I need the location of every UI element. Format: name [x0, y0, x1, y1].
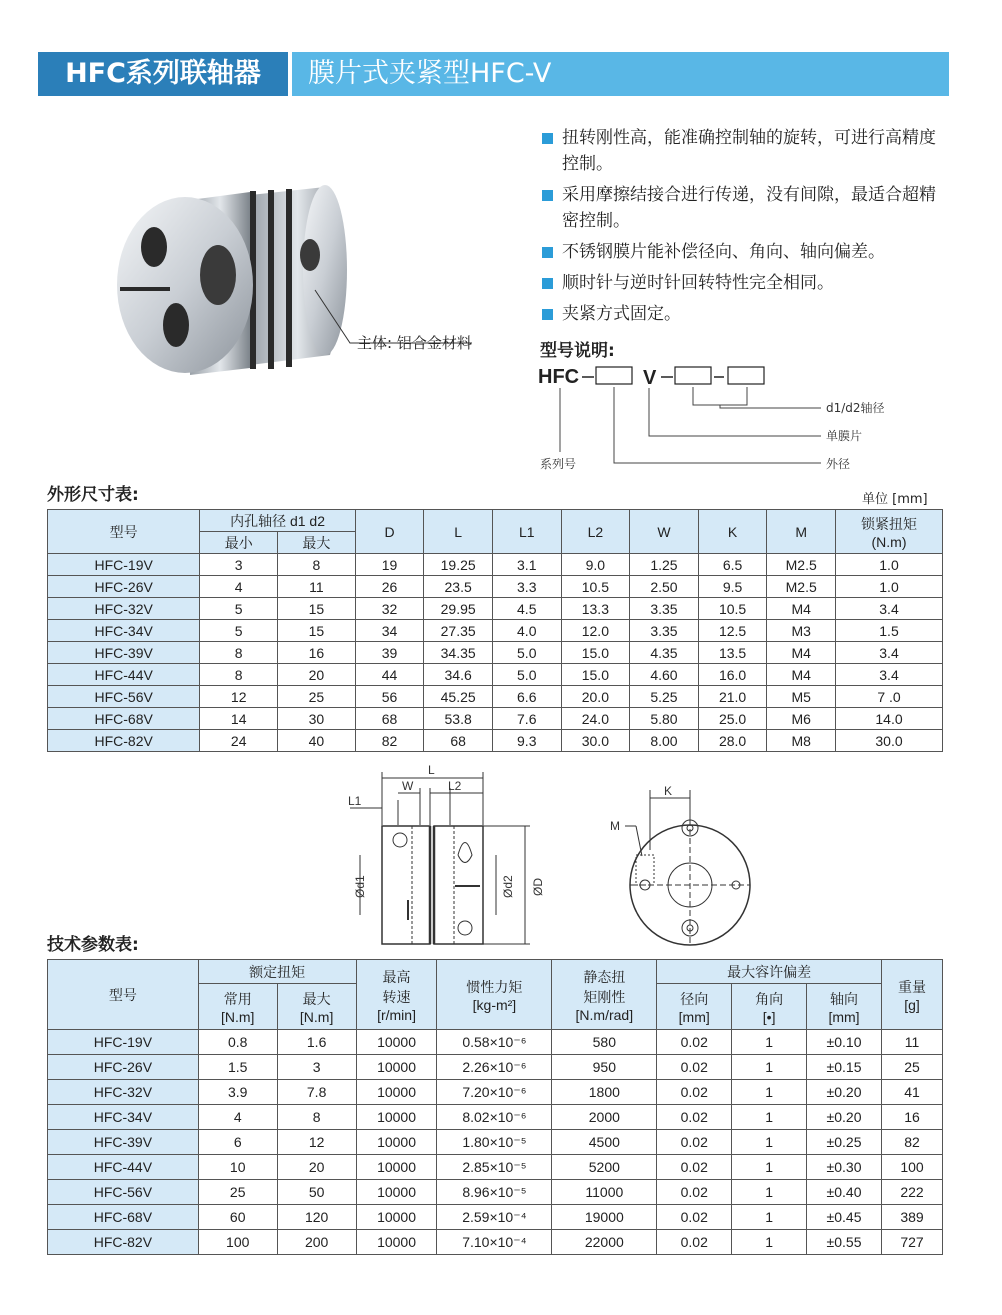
unit-label: 单位 [mm] [862, 492, 928, 507]
value-cell: M5 [767, 686, 836, 708]
value-cell: 1 [732, 1130, 807, 1155]
model-cell: HFC-26V [48, 1055, 199, 1080]
feature-item: 顺时针与逆时针回转特性完全相同。 [540, 270, 950, 296]
label-single-diaphragm: 单膜片 [826, 429, 863, 443]
model-cell: HFC-39V [48, 642, 200, 664]
value-cell: 4.60 [630, 664, 699, 686]
col-bore: 内孔轴径 d1 d2 [200, 510, 355, 532]
col-D: D [355, 510, 424, 554]
value-cell: 60 [198, 1205, 277, 1230]
value-cell: ±0.55 [807, 1230, 882, 1255]
value-cell: 1800 [552, 1080, 657, 1105]
value-cell: 24 [200, 730, 278, 752]
value-cell: 1 [732, 1205, 807, 1230]
value-cell: 4.35 [630, 642, 699, 664]
value-cell: 7.10×10⁻⁴ [437, 1230, 552, 1255]
value-cell: ±0.20 [807, 1105, 882, 1130]
value-cell: 14.0 [836, 708, 943, 730]
value-cell: 1.80×10⁻⁵ [437, 1130, 552, 1155]
value-cell: 10000 [356, 1055, 437, 1080]
table-row [48, 1105, 943, 1130]
model-cell: HFC-82V [48, 730, 200, 752]
value-cell: 15.0 [561, 664, 630, 686]
value-cell: 12.5 [698, 620, 767, 642]
dimension-table-title: 外形尺寸表: [47, 485, 139, 505]
value-cell: 389 [881, 1205, 942, 1230]
feature-item: 夹紧方式固定。 [540, 301, 950, 327]
value-cell: 0.02 [657, 1055, 732, 1080]
value-cell: 10000 [356, 1080, 437, 1105]
col-M: M [767, 510, 836, 554]
value-cell: 15 [278, 598, 356, 620]
value-cell: 8.96×10⁻⁵ [437, 1180, 552, 1205]
value-cell: 34.6 [424, 664, 493, 686]
value-cell: 1 [732, 1155, 807, 1180]
value-cell: 4 [198, 1105, 277, 1130]
value-cell: 0.02 [657, 1230, 732, 1255]
value-cell: 0.02 [657, 1130, 732, 1155]
value-cell: 44 [355, 664, 424, 686]
value-cell: 0.02 [657, 1030, 732, 1055]
value-cell: ±0.45 [807, 1205, 882, 1230]
model-cell: HFC-19V [48, 554, 200, 576]
value-cell: 15 [278, 620, 356, 642]
series-title: HFC系列联轴器 [38, 52, 288, 96]
value-cell: 9.5 [698, 576, 767, 598]
value-cell: 10000 [356, 1205, 437, 1230]
label-outer-diameter: 外径 [826, 457, 851, 471]
value-cell: 2.59×10⁻⁴ [437, 1205, 552, 1230]
value-cell: 8 [277, 1105, 356, 1130]
value-cell: 41 [881, 1080, 942, 1105]
value-cell: M8 [767, 730, 836, 752]
feature-list [540, 125, 950, 332]
value-cell: 4500 [552, 1130, 657, 1155]
col-model: 型号 [48, 510, 200, 554]
value-cell: M2.5 [767, 576, 836, 598]
dim-D: ØD [531, 878, 545, 896]
model-cell: HFC-26V [48, 576, 200, 598]
value-cell: 8 [200, 664, 278, 686]
value-cell: 5.0 [492, 664, 561, 686]
model-cell: HFC-32V [48, 1080, 199, 1105]
model-cell: HFC-56V [48, 686, 200, 708]
value-cell: 4.5 [492, 598, 561, 620]
value-cell: 8 [200, 642, 278, 664]
model-cell: HFC-19V [48, 1030, 199, 1055]
table-row [48, 708, 943, 730]
value-cell: 4.0 [492, 620, 561, 642]
tech-table-title: 技术参数表: [47, 935, 139, 955]
value-cell: 2.26×10⁻⁶ [437, 1055, 552, 1080]
value-cell: M4 [767, 642, 836, 664]
value-cell: ±0.20 [807, 1080, 882, 1105]
value-cell: 25.0 [698, 708, 767, 730]
value-cell: 53.8 [424, 708, 493, 730]
value-cell: M3 [767, 620, 836, 642]
value-cell: ±0.40 [807, 1180, 882, 1205]
value-cell: 32 [355, 598, 424, 620]
model-code-diagram [536, 360, 936, 475]
value-cell: 11 [881, 1030, 942, 1055]
table-row [48, 1055, 943, 1080]
value-cell: 10.5 [561, 576, 630, 598]
value-cell: 16.0 [698, 664, 767, 686]
value-cell: 19 [355, 554, 424, 576]
value-cell: 11000 [552, 1180, 657, 1205]
col-model: 型号 [48, 960, 199, 1030]
value-cell: 20 [278, 664, 356, 686]
value-cell: 5 [200, 620, 278, 642]
value-cell: 12.0 [561, 620, 630, 642]
value-cell: 6.6 [492, 686, 561, 708]
col-weight: 重量 [g] [881, 960, 942, 1030]
value-cell: 12 [277, 1130, 356, 1155]
table-row [48, 642, 943, 664]
value-cell: 1 [732, 1230, 807, 1255]
value-cell: 26 [355, 576, 424, 598]
col-L2: L2 [561, 510, 630, 554]
value-cell: 3 [200, 554, 278, 576]
table-row [48, 1155, 943, 1180]
col-rated-torque: 额定扭矩 [198, 960, 356, 984]
value-cell: 68 [424, 730, 493, 752]
value-cell: 9.0 [561, 554, 630, 576]
model-cell: HFC-34V [48, 620, 200, 642]
model-cell: HFC-44V [48, 1155, 199, 1180]
col-radial: 径向 [mm] [657, 984, 732, 1030]
tech-table [47, 959, 943, 1255]
material-label: 主体: 铝合金材料 [357, 334, 472, 352]
value-cell: 7.8 [277, 1080, 356, 1105]
col-axial: 轴向 [mm] [807, 984, 882, 1030]
value-cell: 1.25 [630, 554, 699, 576]
table-row [48, 1180, 943, 1205]
dim-d1: Ød1 [353, 875, 367, 898]
table-row [48, 598, 943, 620]
value-cell: 19000 [552, 1205, 657, 1230]
table-row [48, 686, 943, 708]
value-cell: 9.3 [492, 730, 561, 752]
value-cell: 3.35 [630, 620, 699, 642]
table-row [48, 1230, 943, 1255]
value-cell: 10000 [356, 1105, 437, 1130]
col-normal: 常用 [N.m] [198, 984, 277, 1030]
model-cell: HFC-39V [48, 1130, 199, 1155]
model-cell: HFC-82V [48, 1230, 199, 1255]
col-W: W [630, 510, 699, 554]
value-cell: 30.0 [836, 730, 943, 752]
dim-W: W [402, 779, 414, 793]
model-cell: HFC-68V [48, 1205, 199, 1230]
value-cell: 3.4 [836, 598, 943, 620]
value-cell: 2000 [552, 1105, 657, 1130]
value-cell: 5.0 [492, 642, 561, 664]
dim-M: M [610, 819, 620, 833]
value-cell: 15.0 [561, 642, 630, 664]
value-cell: 29.95 [424, 598, 493, 620]
value-cell: 10000 [356, 1130, 437, 1155]
value-cell: 4 [200, 576, 278, 598]
value-cell: 39 [355, 642, 424, 664]
col-max: 最大 [N.m] [277, 984, 356, 1030]
table-row [48, 576, 943, 598]
value-cell: 1 [732, 1080, 807, 1105]
value-cell: 222 [881, 1180, 942, 1205]
value-cell: 82 [355, 730, 424, 752]
value-cell: 7.20×10⁻⁶ [437, 1080, 552, 1105]
value-cell: 1 [732, 1180, 807, 1205]
feature-item: 不锈钢膜片能补偿径向、角向、轴向偏差。 [540, 239, 950, 265]
value-cell: 950 [552, 1055, 657, 1080]
value-cell: 68 [355, 708, 424, 730]
value-cell: 27.35 [424, 620, 493, 642]
value-cell: 12 [200, 686, 278, 708]
value-cell: 200 [277, 1230, 356, 1255]
value-cell: 120 [277, 1205, 356, 1230]
bullet-square-icon [542, 278, 553, 289]
value-cell: M2.5 [767, 554, 836, 576]
value-cell: 5.25 [630, 686, 699, 708]
value-cell: 8 [278, 554, 356, 576]
model-prefix: HFC [538, 366, 580, 388]
value-cell: 25 [278, 686, 356, 708]
value-cell: 100 [881, 1155, 942, 1180]
value-cell: 24.0 [561, 708, 630, 730]
value-cell: 2.50 [630, 576, 699, 598]
value-cell: 1.5 [198, 1055, 277, 1080]
value-cell: 1.5 [836, 620, 943, 642]
table-row [48, 620, 943, 642]
col-K: K [698, 510, 767, 554]
value-cell: 10 [198, 1155, 277, 1180]
value-cell: 50 [277, 1180, 356, 1205]
dim-L: L [428, 763, 435, 777]
value-cell: 82 [881, 1130, 942, 1155]
value-cell: 10000 [356, 1230, 437, 1255]
value-cell: 34.35 [424, 642, 493, 664]
value-cell: 727 [881, 1230, 942, 1255]
value-cell: 5200 [552, 1155, 657, 1180]
product-title: 膜片式夹紧型HFC-V [292, 52, 949, 96]
value-cell: 580 [552, 1030, 657, 1055]
value-cell: 28.0 [698, 730, 767, 752]
value-cell: ±0.25 [807, 1130, 882, 1155]
value-cell: 1 [732, 1055, 807, 1080]
value-cell: 21.0 [698, 686, 767, 708]
dimension-table [47, 509, 943, 752]
feature-item: 采用摩擦结接合进行传递，没有间隙，最适合超精密控制。 [540, 182, 950, 234]
value-cell: 16 [278, 642, 356, 664]
value-cell: 13.3 [561, 598, 630, 620]
value-cell: 13.5 [698, 642, 767, 664]
value-cell: 0.02 [657, 1155, 732, 1180]
value-cell: M6 [767, 708, 836, 730]
value-cell: 3 [277, 1055, 356, 1080]
value-cell: 25 [198, 1180, 277, 1205]
table-row [48, 1030, 943, 1055]
model-cell: HFC-68V [48, 708, 200, 730]
value-cell: 14 [200, 708, 278, 730]
value-cell: 3.35 [630, 598, 699, 620]
value-cell: ±0.15 [807, 1055, 882, 1080]
value-cell: 16 [881, 1105, 942, 1130]
value-cell: M4 [767, 598, 836, 620]
value-cell: 10000 [356, 1180, 437, 1205]
value-cell: 1.0 [836, 576, 943, 598]
model-explanation-title: 型号说明: [540, 341, 615, 361]
side-view-drawing [330, 760, 570, 955]
model-cell: HFC-34V [48, 1105, 199, 1130]
value-cell: ±0.10 [807, 1030, 882, 1055]
model-cell: HFC-44V [48, 664, 200, 686]
end-view-drawing [600, 780, 770, 955]
value-cell: 3.3 [492, 576, 561, 598]
table-row [48, 1080, 943, 1105]
col-angular: 角向 [•] [732, 984, 807, 1030]
table-row [48, 1130, 943, 1155]
value-cell: 5.80 [630, 708, 699, 730]
col-L1: L1 [492, 510, 561, 554]
value-cell: 10000 [356, 1030, 437, 1055]
col-max: 最大 [278, 532, 356, 554]
col-torque: 锁紧扭矩 (N.m) [836, 510, 943, 554]
value-cell: 1.0 [836, 554, 943, 576]
dim-K: K [664, 784, 673, 798]
col-min: 最小 [200, 532, 278, 554]
value-cell: 34 [355, 620, 424, 642]
dim-L1: L1 [348, 794, 362, 808]
value-cell: 7 .0 [836, 686, 943, 708]
value-cell: 3.1 [492, 554, 561, 576]
col-inertia: 惯性力矩 [kg-m²] [437, 960, 552, 1030]
value-cell: 6.5 [698, 554, 767, 576]
label-series: 系列号 [540, 457, 577, 471]
value-cell: 3.4 [836, 664, 943, 686]
value-cell: 5 [200, 598, 278, 620]
value-cell: 7.6 [492, 708, 561, 730]
value-cell: 11 [278, 576, 356, 598]
value-cell: 23.5 [424, 576, 493, 598]
col-tolerance: 最大容许偏差 [657, 960, 882, 984]
value-cell: M4 [767, 664, 836, 686]
model-cell: HFC-56V [48, 1180, 199, 1205]
model-middle: V [643, 367, 657, 389]
bullet-square-icon [542, 133, 553, 144]
value-cell: 19.25 [424, 554, 493, 576]
value-cell: 100 [198, 1230, 277, 1255]
value-cell: 0.02 [657, 1205, 732, 1230]
bullet-square-icon [542, 309, 553, 320]
value-cell: 30 [278, 708, 356, 730]
feature-item: 扭转刚性高，能准确控制轴的旋转，可进行高精度控制。 [540, 125, 950, 177]
table-row [48, 664, 943, 686]
value-cell: 0.02 [657, 1105, 732, 1130]
dim-L2: L2 [448, 779, 462, 793]
col-stiffness: 静态扭 矩刚性 [N.m/rad] [552, 960, 657, 1030]
value-cell: 3.4 [836, 642, 943, 664]
value-cell: 0.58×10⁻⁶ [437, 1030, 552, 1055]
value-cell: 0.02 [657, 1080, 732, 1105]
value-cell: 1.6 [277, 1030, 356, 1055]
value-cell: 0.02 [657, 1180, 732, 1205]
value-cell: 8.00 [630, 730, 699, 752]
label-d1d2: d1/d2轴径 [826, 401, 885, 415]
col-speed: 最高 转速 [r/min] [356, 960, 437, 1030]
value-cell: 0.8 [198, 1030, 277, 1055]
value-cell: 1 [732, 1030, 807, 1055]
value-cell: 8.02×10⁻⁶ [437, 1105, 552, 1130]
dim-d2: Ød2 [501, 875, 515, 898]
bullet-square-icon [542, 190, 553, 201]
table-row [48, 1205, 943, 1230]
value-cell: 30.0 [561, 730, 630, 752]
table-row [48, 554, 943, 576]
value-cell: 20.0 [561, 686, 630, 708]
value-cell: 1 [732, 1105, 807, 1130]
value-cell: 25 [881, 1055, 942, 1080]
table-row [48, 730, 943, 752]
value-cell: 10.5 [698, 598, 767, 620]
value-cell: 6 [198, 1130, 277, 1155]
value-cell: 22000 [552, 1230, 657, 1255]
value-cell: 2.85×10⁻⁵ [437, 1155, 552, 1180]
value-cell: 40 [278, 730, 356, 752]
col-L: L [424, 510, 493, 554]
bullet-square-icon [542, 247, 553, 258]
value-cell: 20 [277, 1155, 356, 1180]
model-cell: HFC-32V [48, 598, 200, 620]
value-cell: 45.25 [424, 686, 493, 708]
value-cell: 3.9 [198, 1080, 277, 1105]
value-cell: ±0.30 [807, 1155, 882, 1180]
value-cell: 10000 [356, 1155, 437, 1180]
value-cell: 56 [355, 686, 424, 708]
